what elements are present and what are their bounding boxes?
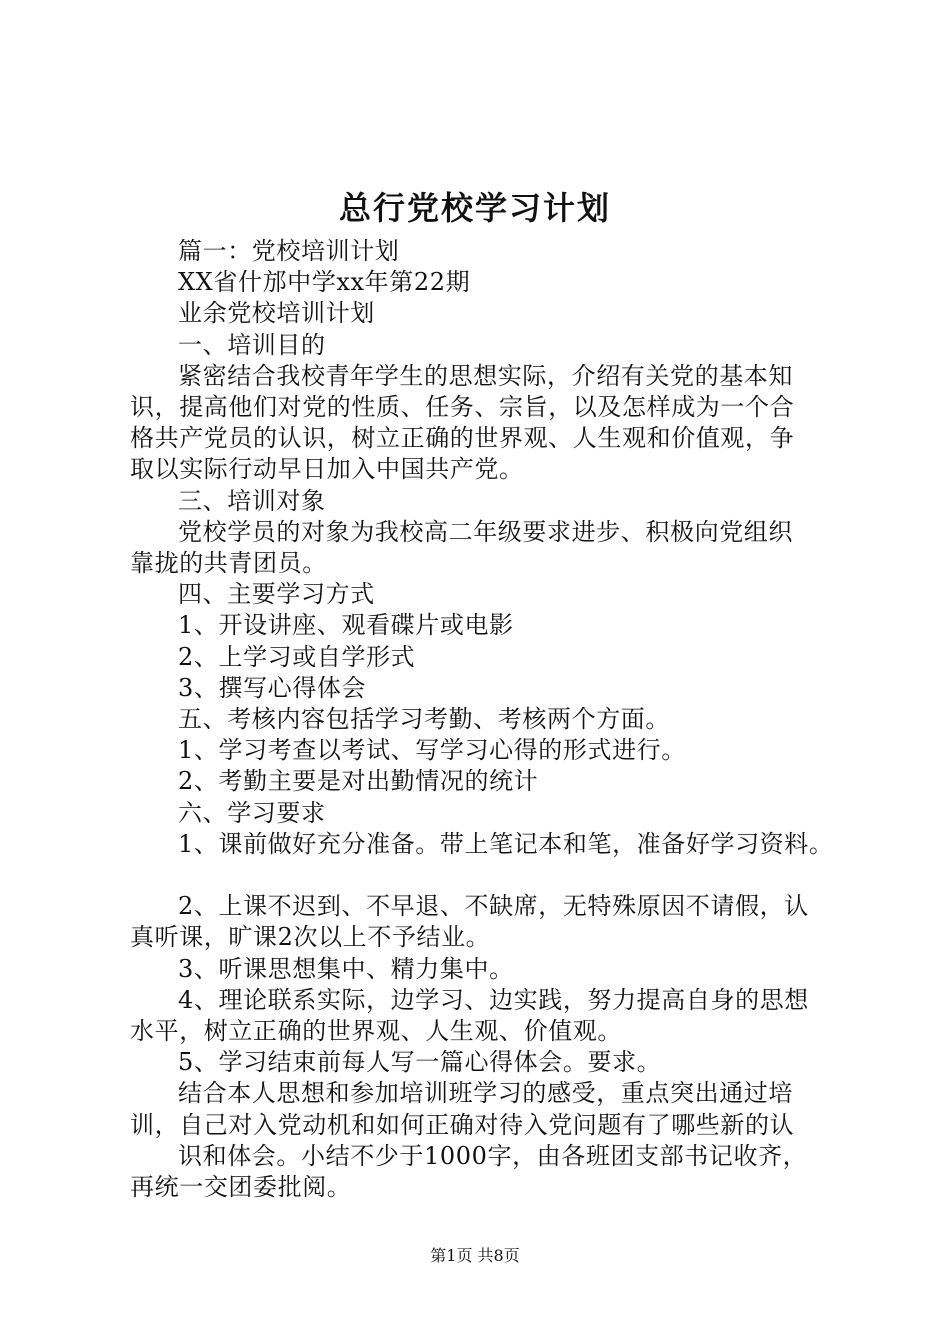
- text-line: 六、学习要求: [178, 798, 326, 827]
- text-line: 2、上学习或自学形式: [178, 642, 416, 671]
- page-footer: 第1页 共8页: [430, 1246, 520, 1265]
- document-body: [130, 236, 840, 1203]
- text-line: 格共产党员的认识，树立正确的世界观、人生观和价值观，争: [130, 424, 795, 453]
- text-line: 训，自己对入党动机和如何正确对待入党问题有了哪些新的认: [130, 1110, 795, 1139]
- text-line: 真听课，旷课2次以上不予结业。: [130, 923, 491, 952]
- text-line: 1、学习考查以考试、写学习心得的形式进行。: [178, 736, 686, 765]
- text-line: 2、考勤主要是对出勤情况的统计: [178, 767, 539, 796]
- text-line: 再统一交团委批阅。: [130, 1173, 352, 1202]
- text-line: 水平，树立正确的世界观、人生观、价值观。: [130, 1017, 622, 1046]
- text-line: 五、考核内容包括学习考勤、考核两个方面。: [178, 705, 670, 734]
- text-line: 结合本人思想和参加培训班学习的感受，重点突出通过培: [178, 1079, 793, 1108]
- text-line: 取以实际行动早日加入中国共产党。: [130, 455, 524, 484]
- text-line: XX省什邡中学xx年第22期: [178, 268, 471, 297]
- text-line: 靠拢的共青团员。: [130, 549, 327, 578]
- text-line: 3、听课思想集中、精力集中。: [178, 954, 514, 983]
- text-line: 识和体会。小结不少于1000字，由各班团支部书记收齐，: [178, 1141, 808, 1170]
- text-line: 1、开设讲座、观看碟片或电影: [178, 611, 514, 640]
- text-line: 4、理论联系实际，边学习、边实践，努力提高自身的思想: [178, 985, 809, 1014]
- text-line: 1、课前做好充分准备。带上笔记本和笔，准备好学习资料。: [178, 829, 834, 858]
- text-line: 篇一：党校培训计划: [178, 237, 400, 265]
- blank-line: [130, 860, 840, 891]
- text-line: 四、主要学习方式: [178, 580, 375, 609]
- text-line: 3、撰写心得体会: [178, 673, 367, 702]
- text-line: 三、培训对象: [178, 486, 326, 515]
- text-line: 2、上课不迟到、不早退、不缺席，无特殊原因不请假，认: [178, 892, 809, 921]
- text-line: 紧密结合我校青年学生的思想实际，介绍有关党的基本知: [178, 361, 793, 390]
- text-line: 5、学习结束前每人写一篇心得体会。要求。: [178, 1048, 662, 1077]
- text-line: 党校学员的对象为我校高二年级要求进步、积极向党组织: [178, 517, 793, 546]
- document-title: 总行党校学习计划: [338, 189, 611, 227]
- text-line: 业余党校培训计划: [178, 299, 375, 328]
- text-line: 识，提高他们对党的性质、任务、宗旨，以及怎样成为一个合: [130, 393, 795, 422]
- text-line: 一、培训目的: [178, 330, 326, 359]
